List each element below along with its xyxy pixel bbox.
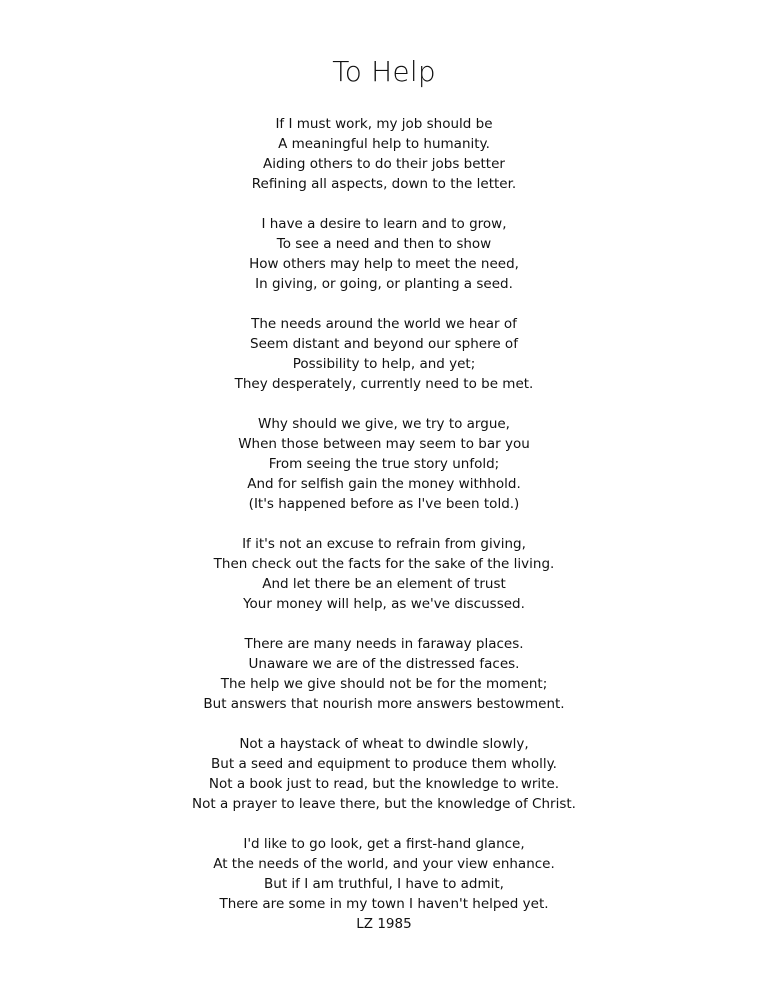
poem-line: If I must work, my job should be (275, 116, 493, 132)
poem-line: How others may help to meet the need, (249, 256, 519, 272)
poem-line: At the needs of the world, and your view enhance. (213, 856, 555, 872)
poem-line: When those between may seem to bar you (238, 436, 530, 452)
poem-body (0, 114, 768, 934)
stanza (0, 314, 768, 394)
poem-line: There are some in my town I haven't helped yet. (219, 896, 549, 912)
stanza (0, 114, 768, 194)
poem-line: And for selfish gain the money withhold. (247, 476, 521, 492)
poem-line: And let there be an element of trust (262, 576, 506, 592)
poem-line: Aiding others to do their jobs better (263, 156, 505, 172)
poem-line: But if I am truthful, I have to admit, (264, 876, 504, 892)
poem-line: (It's happened before as I've been told.) (248, 496, 520, 512)
poem-line: If it's not an excuse to refrain from giving, (242, 536, 526, 552)
stanza (0, 834, 768, 914)
poem-line: Your money will help, as we've discussed. (243, 596, 525, 612)
poem-line: Not a haystack of wheat to dwindle slowly, (239, 736, 529, 752)
poem-line: Refining all aspects, down to the letter. (251, 176, 517, 192)
poem-line: Why should we give, we try to argue, (258, 416, 510, 432)
stanza (0, 534, 768, 614)
poem-line: A meaningful help to humanity. (278, 136, 490, 152)
poem-line: There are many needs in faraway places. (244, 636, 524, 652)
poem-line: Then check out the facts for the sake of the living. (213, 556, 555, 572)
poem-line: Not a prayer to leave there, but the knowledge of Christ. (192, 796, 576, 812)
poem-line: I have a desire to learn and to grow, (261, 216, 507, 232)
poem-title: To Help (332, 55, 436, 88)
author-signature: LZ 1985 (356, 916, 412, 932)
poem-line: Seem distant and beyond our sphere of (250, 336, 518, 352)
poem-line: The needs around the world we hear of (251, 316, 517, 332)
stanza (0, 414, 768, 514)
poem-line: In giving, or going, or planting a seed. (255, 276, 513, 292)
stanza (0, 214, 768, 294)
poem-line: I'd like to go look, get a first-hand glance, (243, 836, 525, 852)
poem-line: They desperately, currently need to be met. (234, 376, 534, 392)
poem-line: Possibility to help, and yet; (292, 356, 476, 372)
poem-line: From seeing the true story unfold; (268, 456, 500, 472)
poem-line: Unaware we are of the distressed faces. (248, 656, 520, 672)
stanza (0, 634, 768, 714)
poem-line: But a seed and equipment to produce them wholly. (211, 756, 557, 772)
poem-line: The help we give should not be for the moment; (220, 676, 548, 692)
poem-line: But answers that nourish more answers bestowment. (203, 696, 565, 712)
poem-line: Not a book just to read, but the knowledge to write. (208, 776, 560, 792)
poem-line: To see a need and then to show (276, 236, 492, 252)
stanza (0, 734, 768, 814)
